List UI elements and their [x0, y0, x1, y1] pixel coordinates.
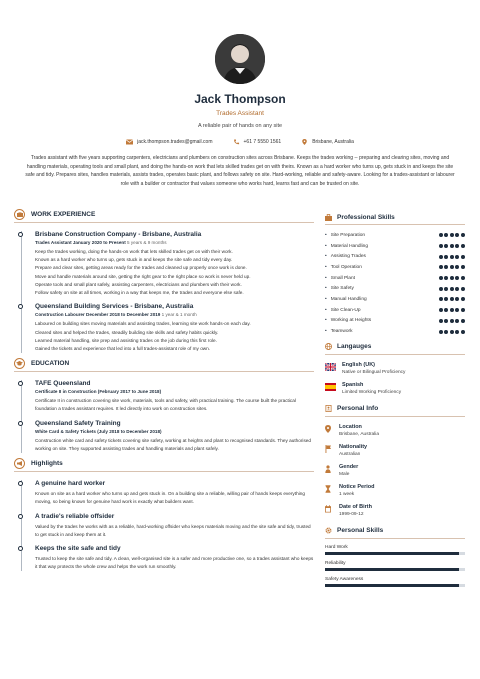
professional-skills-header	[325, 213, 465, 225]
gear-icon	[325, 527, 332, 534]
personal-skill-name: Reliability	[325, 560, 346, 566]
skill-level-dot	[444, 319, 448, 323]
experience-lines	[35, 248, 314, 297]
globe-icon	[325, 343, 332, 350]
personal-skill-name: Safety Awareness	[325, 576, 364, 582]
megaphone-icon	[14, 458, 25, 469]
candidate-name: Jack Thompson	[194, 92, 286, 106]
skill-name: • Site Preparation	[325, 233, 365, 238]
personal-skills-list	[325, 545, 465, 587]
skill-level-dot	[461, 287, 465, 291]
timeline-dot	[18, 481, 23, 486]
skill-level-dot	[439, 287, 443, 291]
skill-row	[325, 294, 465, 305]
briefcase-icon	[14, 209, 25, 220]
experience-company: Brisbane Construction Company - Brisbane, Australia	[35, 231, 202, 238]
skill-level-dots	[439, 297, 465, 301]
skill-row	[325, 305, 465, 316]
skill-level-dot	[461, 265, 465, 269]
skill-level-dot	[455, 330, 459, 334]
education-title: EDUCATION	[31, 360, 70, 368]
timeline-dot	[18, 514, 23, 519]
highlights-title: Highlights	[31, 460, 63, 468]
skill-level-dot	[450, 255, 454, 259]
skill-level-dots	[439, 265, 465, 269]
timeline-dot	[18, 232, 23, 237]
languages-title: Langauges	[337, 343, 372, 351]
skill-level-dots	[439, 308, 465, 312]
skill-name: • Small Plant	[325, 276, 355, 281]
professional-skills-list	[325, 230, 465, 337]
skill-name: • Manual Handling	[325, 297, 367, 302]
person-icon	[325, 465, 331, 473]
skill-level-dots	[439, 276, 465, 280]
skill-level-dot	[450, 297, 454, 301]
highlight-title: A genuine hard worker	[35, 480, 106, 488]
briefcase-icon	[325, 214, 332, 221]
personal-info-gender: Gender Male	[325, 464, 465, 477]
right-column	[325, 213, 465, 587]
flag-icon	[325, 445, 331, 453]
skill-level-dot	[439, 233, 443, 237]
education-school: TAFE Queensland	[35, 380, 91, 388]
skill-name: • Assisting Trades	[325, 254, 366, 259]
skill-level-dot	[461, 297, 465, 301]
highlight-title: A tradie's reliable offsider	[35, 512, 115, 520]
personal-skill	[325, 545, 465, 555]
education-entry	[35, 420, 314, 453]
personal-info-date-of-birth: Date of Birth 1999-09-12	[325, 504, 465, 517]
skill-level-dot	[455, 265, 459, 269]
skill-level-dot	[455, 287, 459, 291]
skill-level-dot	[461, 319, 465, 323]
personal-info-notice-period: Notice Period 1 week	[325, 484, 465, 497]
skill-level-dot	[455, 319, 459, 323]
skill-name: • Working at Heights	[325, 318, 371, 323]
languages-header	[325, 343, 465, 355]
language-item	[325, 362, 465, 375]
email-text: jack.thompson.trades@gmail.com	[137, 139, 213, 145]
highlight-entry	[35, 545, 314, 571]
calendar-icon	[325, 505, 331, 513]
contact-row	[0, 139, 480, 145]
id-card-icon	[325, 405, 332, 412]
phone-icon	[233, 139, 240, 145]
experience-position: Construction Labourer December 2018 to December 2019 1 year & 1 month	[35, 312, 197, 318]
personal-skill-bar	[325, 584, 465, 587]
personal-skill	[325, 577, 465, 587]
skill-name: • Teamwork	[325, 329, 353, 334]
personal-skill-bar	[325, 568, 465, 571]
experience-timeline	[14, 231, 314, 353]
skill-level-dot	[455, 308, 459, 312]
skill-row	[325, 273, 465, 284]
skill-level-dot	[444, 244, 448, 248]
skill-level-dot	[450, 287, 454, 291]
skill-level-dot	[439, 297, 443, 301]
skill-level-dot	[444, 297, 448, 301]
candidate-role: Trades Assistant	[216, 110, 264, 117]
hourglass-icon	[325, 485, 331, 493]
skill-row	[325, 316, 465, 327]
skill-level-dot	[461, 276, 465, 280]
personal-info-header	[325, 405, 465, 417]
timeline-dot	[18, 546, 23, 551]
skill-name: • Material Handling	[325, 244, 368, 249]
education-description: Certificate II in construction covering site work, materials, tools and safety, with practical training. The course built the practical foundation a trades assistant requires. It led directly into work on construction sites.	[35, 398, 296, 412]
experience-line: Laboured on building sites moving materials and assisting trades, learning site work hands-on each day.	[35, 321, 251, 327]
highlight-entry	[35, 480, 314, 506]
skill-level-dot	[444, 233, 448, 237]
highlight-title: Keeps the site safe and tidy	[35, 544, 121, 552]
education-timeline	[14, 380, 314, 453]
skill-row	[325, 262, 465, 273]
timeline-dot	[18, 421, 23, 426]
skill-level-dots	[439, 244, 465, 248]
personal-skill-bar-fill	[325, 568, 459, 571]
highlight-description: Valued by the trades he works with as a reliable, hard-working offsider who keeps materials moving and the site safe and tidy, trusted to get stuck in and keep them at it.	[35, 523, 311, 537]
contact-location	[301, 139, 354, 145]
skill-level-dot	[455, 233, 459, 237]
skill-level-dot	[439, 276, 443, 280]
skill-level-dot	[439, 330, 443, 334]
education-entry	[35, 380, 314, 413]
highlights-timeline	[14, 480, 314, 571]
skill-level-dots	[439, 319, 465, 323]
language-name: Spanish	[342, 381, 364, 388]
experience-line: Keep the trades working, doing the hands-on work that lets skilled trades get on with their work.	[35, 249, 233, 254]
highlights-header	[14, 459, 314, 472]
personal-skill	[325, 561, 465, 571]
skill-row	[325, 241, 465, 252]
skill-level-dots	[439, 330, 465, 334]
experience-line: Prepare and clear sites, getting areas ready for the trades and cleaned up properly once work is done.	[35, 265, 247, 271]
profile-summary: Trades assistant with five years supporting carpenters, electricians and plumbers on construction sites across Brisbane. Keeps the trades working -- preparing and clearing sites, moving and handling materials, operating tools and small plant, and doing the hands-on work that lets skilled trades get on with theirs. Known as a hard worker who turns up, gets stuck in and keeps the site safe and tidy. Prepares sites, handles materials, assists trades, operates basic plant, and follows safety on site. Hard-working, reliable and safety-aware. Looking for a trades-assistant or labourer role with a builder or contractor that values someone who works hard, learns fast and can be trusted on site.	[25, 155, 455, 187]
personal-info-nationality: Nationality Australian	[325, 444, 465, 457]
personal-skill-bar-fill	[325, 552, 459, 555]
experience-position: Trades Assistant January 2020 to Present 5 years & 9 months	[35, 240, 167, 245]
skill-level-dot	[450, 330, 454, 334]
highlight-description: Trusted to keep the site safe and tidy. A clean, well-organised site is a safer and more productive one, so a trades assistant who keeps it that way protects the whole crew and helps the work run smoothly.	[35, 555, 314, 570]
education-section	[14, 359, 314, 453]
skill-level-dots	[439, 287, 465, 291]
skill-level-dot	[444, 287, 448, 291]
language-name: English (UK)	[342, 361, 375, 368]
skill-level-dot	[450, 319, 454, 323]
location-pin-icon	[325, 425, 331, 433]
timeline-dot	[18, 381, 23, 386]
skill-name: • Tool Operation	[325, 265, 362, 270]
skill-level-dot	[461, 308, 465, 312]
skill-row	[325, 283, 465, 294]
uk-flag-icon	[325, 363, 336, 371]
education-description: Construction white card and safety tickets covering site safety, working at heights and plant to recognised standards. They authorised working on site. They supported assisting trades and handling materials and plant safely.	[35, 437, 312, 451]
highlight-description: Known on site as a hard worker who turns up and gets stuck in. On a building site a reliable, willing pair of hands keeps everything moving, so being known for genuine hard work is exactly what builders want.	[35, 491, 305, 505]
skill-row	[325, 251, 465, 262]
profile-photo	[215, 34, 265, 84]
skill-level-dot	[450, 308, 454, 312]
timeline-dot	[18, 304, 23, 309]
skill-level-dot	[439, 319, 443, 323]
experience-entry	[35, 231, 314, 297]
education-header	[14, 359, 314, 372]
skill-level-dot	[444, 265, 448, 269]
skill-level-dot	[444, 276, 448, 280]
education-school: Queensland Safety Training	[35, 419, 121, 427]
experience-line: Move and handle materials around site, getting the right gear to the right place so work is never held up.	[35, 273, 251, 279]
skill-level-dot	[455, 244, 459, 248]
contact-email[interactable]	[126, 139, 212, 145]
skill-level-dot	[455, 297, 459, 301]
experience-lines	[35, 320, 314, 353]
skill-row	[325, 230, 465, 241]
personal-info-location: Location Brisbane, Australia	[325, 424, 465, 437]
highlight-entry	[35, 513, 314, 539]
skill-level-dot	[444, 255, 448, 259]
experience-line: Operate tools and small plant safely, assisting carpenters, electricians and plumbers with their work.	[35, 281, 242, 287]
experience-line: Cleared sites and helped the trades, steadily building site skills and safety habits quickly.	[35, 329, 219, 335]
spain-flag-icon	[325, 383, 336, 391]
email-icon	[126, 139, 133, 145]
skill-level-dot	[455, 255, 459, 259]
skill-level-dot	[450, 233, 454, 237]
skill-level-dot	[461, 330, 465, 334]
skill-level-dot	[461, 244, 465, 248]
experience-duration: 5 years & 9 months	[127, 240, 167, 245]
highlights-section	[14, 459, 314, 571]
skill-level-dots	[439, 255, 465, 259]
personal-skill-bar	[325, 552, 465, 555]
experience-line: Gained the tickets and experience that led into a full trades-assistant role of my own.	[35, 345, 211, 351]
work-experience-title: WORK EXPERIENCE	[31, 211, 96, 218]
location-text: Brisbane, Australia	[312, 139, 354, 145]
skill-name: • Site Safety	[325, 286, 354, 291]
experience-line: Learned material handling, site prep and assisting trades on the job during this first role.	[35, 337, 217, 343]
left-column	[14, 210, 314, 577]
personal-skills-header	[325, 527, 465, 539]
skill-level-dot	[439, 265, 443, 269]
skill-level-dot	[455, 276, 459, 280]
professional-skills-title: Professional Skills	[337, 213, 395, 221]
skill-level-dots	[439, 233, 465, 237]
experience-line: Known as a hard worker who turns up, gets stuck in and keeps the site safe and tidy every day.	[35, 257, 233, 263]
contact-phone[interactable]	[233, 139, 282, 145]
work-experience-header	[14, 210, 314, 223]
skill-level-dot	[444, 330, 448, 334]
skill-level-dot	[439, 255, 443, 259]
experience-duration: 1 year & 1 month	[161, 312, 197, 318]
skill-level-dot	[450, 265, 454, 269]
skill-level-dot	[450, 244, 454, 248]
education-detail: White Card & Safety Tickets (July 2018 to December 2018)	[35, 428, 162, 434]
skill-level-dot	[461, 233, 465, 237]
language-item	[325, 382, 465, 395]
personal-skills-title: Personal Skills	[337, 527, 384, 535]
graduation-cap-icon	[14, 358, 25, 369]
experience-entry	[35, 303, 314, 353]
language-level: Native or Bilingual Proficiency	[342, 369, 406, 375]
skill-level-dot	[461, 255, 465, 259]
education-detail: Certificate II in Construction (February 2017 to June 2018)	[35, 389, 162, 395]
phone-text: +61 7 5550 1561	[243, 139, 282, 145]
personal-skill-bar-fill	[325, 584, 459, 587]
skill-level-dot	[439, 308, 443, 312]
candidate-tagline: A reliable pair of hands on any site	[197, 123, 283, 129]
location-pin-icon	[301, 139, 308, 145]
experience-company: Queensland Building Services - Brisbane, Australia	[35, 303, 194, 311]
language-level: Limited Working Proficiency	[342, 389, 402, 395]
skill-level-dot	[444, 308, 448, 312]
work-experience-section	[14, 210, 314, 353]
skill-name: • Site Clean-Up	[325, 308, 361, 313]
skill-level-dot	[450, 276, 454, 280]
experience-line: Follow safety on site at all times, working in a way that keeps me, the trades and everyone else safe.	[35, 290, 244, 296]
personal-skill-name: Hard Work	[325, 544, 348, 550]
personal-info-title: Personal Info	[337, 405, 379, 413]
skill-row	[325, 326, 465, 337]
skill-level-dot	[439, 244, 443, 248]
